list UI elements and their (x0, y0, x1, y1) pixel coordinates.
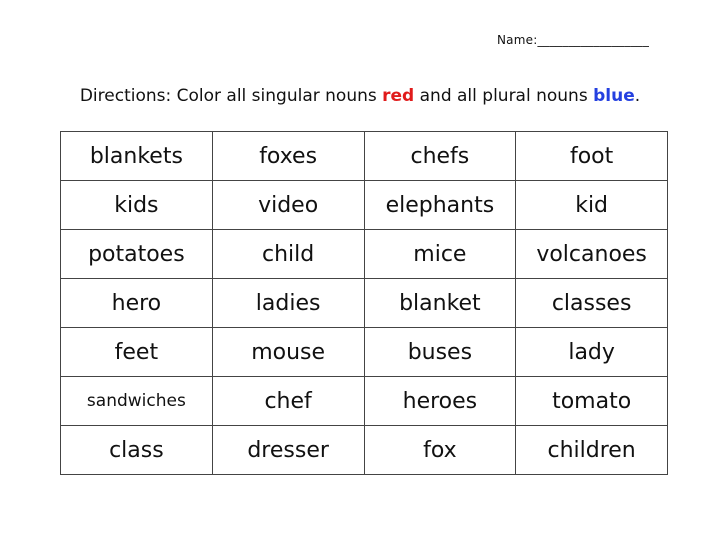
noun-cell[interactable]: potatoes (61, 230, 213, 279)
directions-blue-word: blue (593, 86, 635, 106)
noun-cell[interactable]: lady (516, 328, 668, 377)
directions-red-word: red (382, 86, 415, 106)
directions-prefix: Directions: Color all singular nouns (79, 86, 383, 106)
table-row (61, 377, 668, 426)
noun-cell[interactable]: elephants (364, 181, 516, 230)
noun-cell[interactable]: chefs (364, 132, 516, 181)
noun-cell[interactable]: mouse (212, 328, 364, 377)
noun-cell[interactable]: kid (516, 181, 668, 230)
noun-cell[interactable]: video (212, 181, 364, 230)
noun-cell[interactable]: heroes (364, 377, 516, 426)
noun-cell[interactable]: child (212, 230, 364, 279)
table-row (61, 279, 668, 328)
noun-cell[interactable]: mice (364, 230, 516, 279)
noun-cell[interactable]: blanket (364, 279, 516, 328)
directions-suffix: . (634, 86, 641, 106)
noun-cell[interactable]: classes (516, 279, 668, 328)
noun-cell[interactable]: ladies (212, 279, 364, 328)
table-row (61, 230, 668, 279)
noun-cell[interactable]: kids (61, 181, 213, 230)
noun-cell[interactable]: volcanoes (516, 230, 668, 279)
table-row (61, 328, 668, 377)
noun-cell[interactable]: fox (364, 426, 516, 475)
table-row (61, 132, 668, 181)
noun-cell[interactable]: blankets (61, 132, 213, 181)
noun-cell[interactable]: feet (61, 328, 213, 377)
noun-cell[interactable]: chef (212, 377, 364, 426)
name-line: Name:__________________ (497, 33, 650, 47)
noun-cell[interactable]: foxes (212, 132, 364, 181)
noun-cell[interactable]: sandwiches (61, 377, 213, 426)
noun-cell[interactable]: tomato (516, 377, 668, 426)
directions (0, 86, 720, 106)
table-row (61, 426, 668, 475)
noun-cell[interactable]: foot (516, 132, 668, 181)
noun-table (60, 131, 668, 475)
noun-cell[interactable]: class (61, 426, 213, 475)
table-row (61, 181, 668, 230)
directions-middle: and all plural nouns (414, 86, 594, 106)
noun-cell[interactable]: hero (61, 279, 213, 328)
noun-cell[interactable]: buses (364, 328, 516, 377)
noun-cell[interactable]: children (516, 426, 668, 475)
noun-cell[interactable]: dresser (212, 426, 364, 475)
